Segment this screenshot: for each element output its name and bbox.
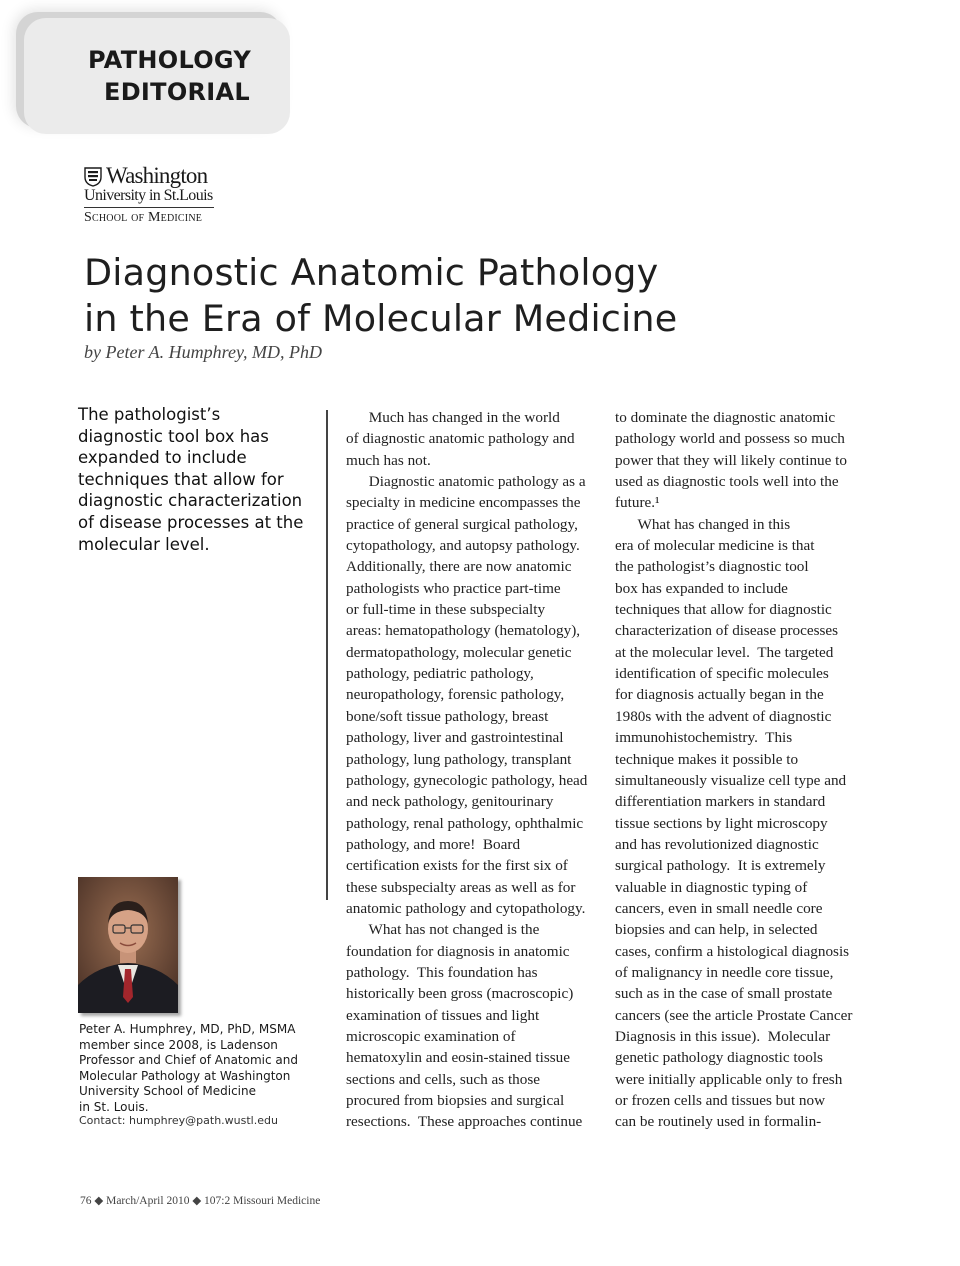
university-logo xyxy=(84,165,224,225)
title-line-2: in the Era of Molecular Medicine xyxy=(84,297,678,340)
author-contact: Contact: humphrey@path.wustl.edu xyxy=(79,1114,278,1127)
page-footer: 76 ◆ March/April 2010 ◆ 107:2 Missouri Medicine xyxy=(80,1195,321,1207)
logo-divider xyxy=(84,207,214,208)
logo-school: School of Medicine xyxy=(84,210,203,225)
logo-name: Washington xyxy=(106,163,208,188)
logo-subname: University in St.Louis xyxy=(84,187,213,204)
column-divider xyxy=(326,410,328,900)
body-column-2: to dominate the diagnostic anatomic pathology world and possess so much power that they will likely continue to used as diagnostic tools well into the future.¹ What has changed in this era of molecular medicine is that the pathologist’s diagnostic tool box has expanded to include techniques that allow for diagnostic characterization of disease processes at the molecular level. The targeted identification of specific molecules for diagnosis actually began in the 1980s with the advent of diagnostic immunohistochemistry. This technique makes it possible to simultaneously visualize cell type and differentiation markers in standard tissue sections by light microscopy and has revolutionized diagnostic surgical pathology. It is extremely valuable in diagnostic typing of cancers, even in small needle core biopsies and can help, in selected cases, confirm a histological diagnosis of malignancy in needle core tissue, such as in the case of small prostate cancers (see the article Prostate Cancer Diagnosis in this issue). Molecular genetic pathology diagnostic tools were initially applicable only to fresh or frozen cells and tissues but now can be routinely used in formalin- xyxy=(615,409,853,1131)
article-title xyxy=(84,250,677,342)
section-tab xyxy=(24,18,290,134)
section-label-line1: PATHOLOGY xyxy=(88,46,252,74)
portrait-image xyxy=(78,877,178,1013)
shield-icon xyxy=(84,167,102,187)
author-photo xyxy=(78,877,178,1013)
section-label-line2: EDITORIAL xyxy=(104,78,250,106)
title-line-1: Diagnostic Anatomic Pathology xyxy=(84,251,659,294)
byline: by Peter A. Humphrey, MD, PhD xyxy=(84,342,322,362)
pull-quote: The pathologist’s diagnostic tool box has expanded to include techniques that allow for diagnostic characterization of disease processes at the molecular level. xyxy=(78,405,304,554)
author-caption: Peter A. Humphrey, MD, PhD, MSMA member since 2008, is Ladenson Professor and Chief of Anatomic and Molecular Pathology at Washington University School of Medicine in St. Louis. xyxy=(79,1022,298,1114)
body-column-1: Much has changed in the world of diagnostic anatomic pathology and much has not. Diagnostic anatomic pathology as a specialty in medicine encompasses the practice of general surgical pathology, cytopathology, and autopsy pathology. Additionally, there are now anatomic pathologists who practice part-time or full-time in these subspecialty areas: hematopathology (hematology), dermatopathology, molecular genetic pathology, pediatric pathology, neuropathology, forensic pathology, bone/soft tissue pathology, breast pathology, liver and gastrointestinal pathology, lung pathology, transplant pathology, gynecologic pathology, head and neck pathology, genitourinary pathology, renal pathology, ophthalmic pathology, and more! Board certification exists for the first six of these subspecialty areas as well as for anatomic pathology and cytopathology. What has not changed is the foundation for diagnosis in anatomic pathology. This foundation has historically been gross (macroscopic) examination of tissues and light microscopic examination of hematoxylin and eosin-stained tissue sections and cells, such as those procured from biopsies and surgical resections. These approaches continue xyxy=(346,409,588,1131)
